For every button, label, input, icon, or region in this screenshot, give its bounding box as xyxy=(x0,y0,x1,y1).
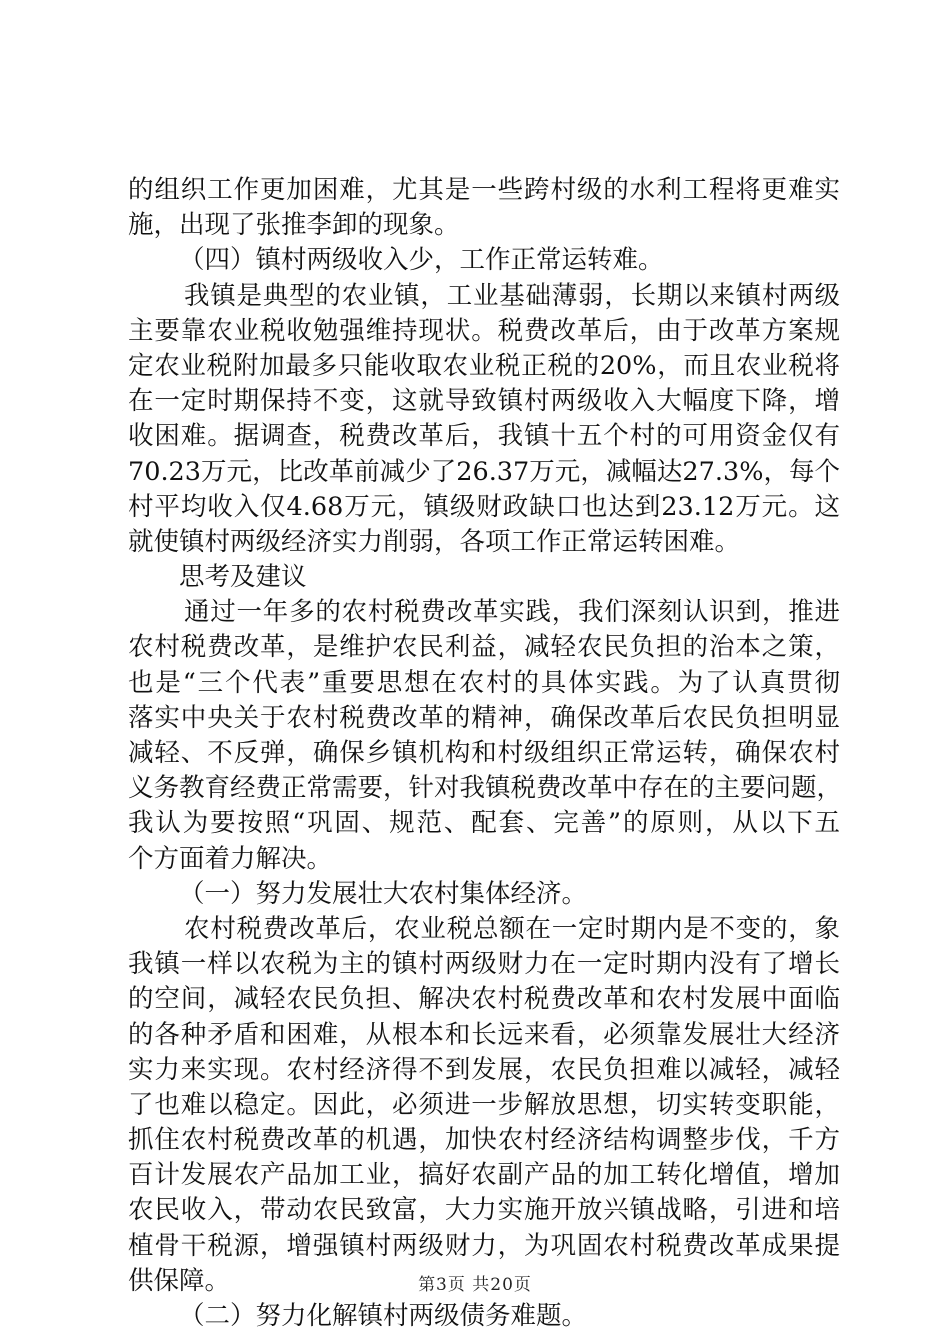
text-line: 个方面着力解决。 xyxy=(128,843,333,874)
text-line: 我镇是典型的农业镇，工业基础薄弱，长期以来镇村两级 xyxy=(184,280,840,311)
section-title: 思考及建议 xyxy=(179,562,307,593)
text-line: 农村税费改革，是维护农民利益，减轻农民负担的治本之策， xyxy=(128,632,840,663)
text-line: 落实中央关于农村税费改革的精神，确保改革后农民负担明显 xyxy=(128,702,840,733)
text-line: 的空间，减轻农民负担、解决农村税费改革和农村发展中面临 xyxy=(128,984,840,1015)
text-line: 抓住农村税费改革的机遇，加快农村经济结构调整步伐，千方 xyxy=(128,1125,840,1156)
text-line: 减轻、不反弹，确保乡镇机构和村级组织正常运转，确保农村 xyxy=(128,738,840,768)
text-line: 70.23万元，比改革前减少了26.37万元，减幅达27.3%，每个 xyxy=(128,456,840,487)
text-line: 主要靠农业税收勉强维持现状。税费改革后，由于改革方案规 xyxy=(128,315,840,346)
text-line: 农民收入，带动农民致富，大力实施开放兴镇战略，引进和培 xyxy=(128,1195,840,1226)
text-line: 就使镇村两级经济实力削弱，各项工作正常运转困难。 xyxy=(128,526,741,557)
text-line: 的组织工作更加困难，尤其是一些跨村级的水利工程将更难实 xyxy=(128,175,840,205)
text-line: 了也难以稳定。因此，必须进一步解放思想，切实转变职能， xyxy=(128,1089,840,1120)
text-line: 村平均收入仅4.68万元，镇级财政缺口也达到23.12万元。这 xyxy=(128,491,840,522)
text-line: 实力来实现。农村经济得不到发展，农民负担难以减轻，减轻 xyxy=(128,1054,840,1085)
text-line: 的各种矛盾和困难，从根本和长远来看，必须靠发展壮大经济 xyxy=(128,1019,840,1050)
text-line: 我镇一样以农税为主的镇村两级财力在一定时期内没有了增长 xyxy=(128,949,840,980)
section-heading: （四）镇村两级收入少，工作正常运转难。 xyxy=(179,245,664,276)
text-line: 施，出现了张推李卸的现象。 xyxy=(128,210,460,241)
text-line: 百计发展农产品加工业，搞好农副产品的加工转化增值，增加 xyxy=(128,1160,840,1191)
text-line: 定农业税附加最多只能收取农业税正税的20%，而且农业税将 xyxy=(128,350,840,381)
page-number-footer: 第3页 共20页 xyxy=(418,1275,532,1295)
text-line: 收困难。据调查，税费改革后，我镇十五个村的可用资金仅有 xyxy=(128,421,840,452)
text-line: 植骨干税源，增强镇村两级财力，为巩固农村税费改革成果提 xyxy=(128,1230,840,1261)
text-line: 我认为要按照“巩固、规范、配套、完善”的原则，从以下五 xyxy=(128,808,840,839)
text-line: 农村税费改革后，农业税总额在一定时期内是不变的，象 xyxy=(184,913,840,944)
text-line: 也是“三个代表”重要思想在农村的具体实践。为了认真贯彻 xyxy=(128,667,840,698)
text-line: 在一定时期保持不变，这就导致镇村两级收入大幅度下降，增 xyxy=(128,386,840,417)
section-heading: （一）努力发展壮大农村集体经济。 xyxy=(179,878,588,909)
text-line: 义务教育经费正常需要，针对我镇税费改革中存在的主要问题， xyxy=(128,773,843,804)
text-line: 通过一年多的农村税费改革实践，我们深刻认识到，推进 xyxy=(184,597,840,628)
document-body xyxy=(128,173,843,1334)
text-line: 供保障。 xyxy=(128,1265,231,1296)
section-heading: （二）努力化解镇村两级债务难题。 xyxy=(179,1301,588,1331)
